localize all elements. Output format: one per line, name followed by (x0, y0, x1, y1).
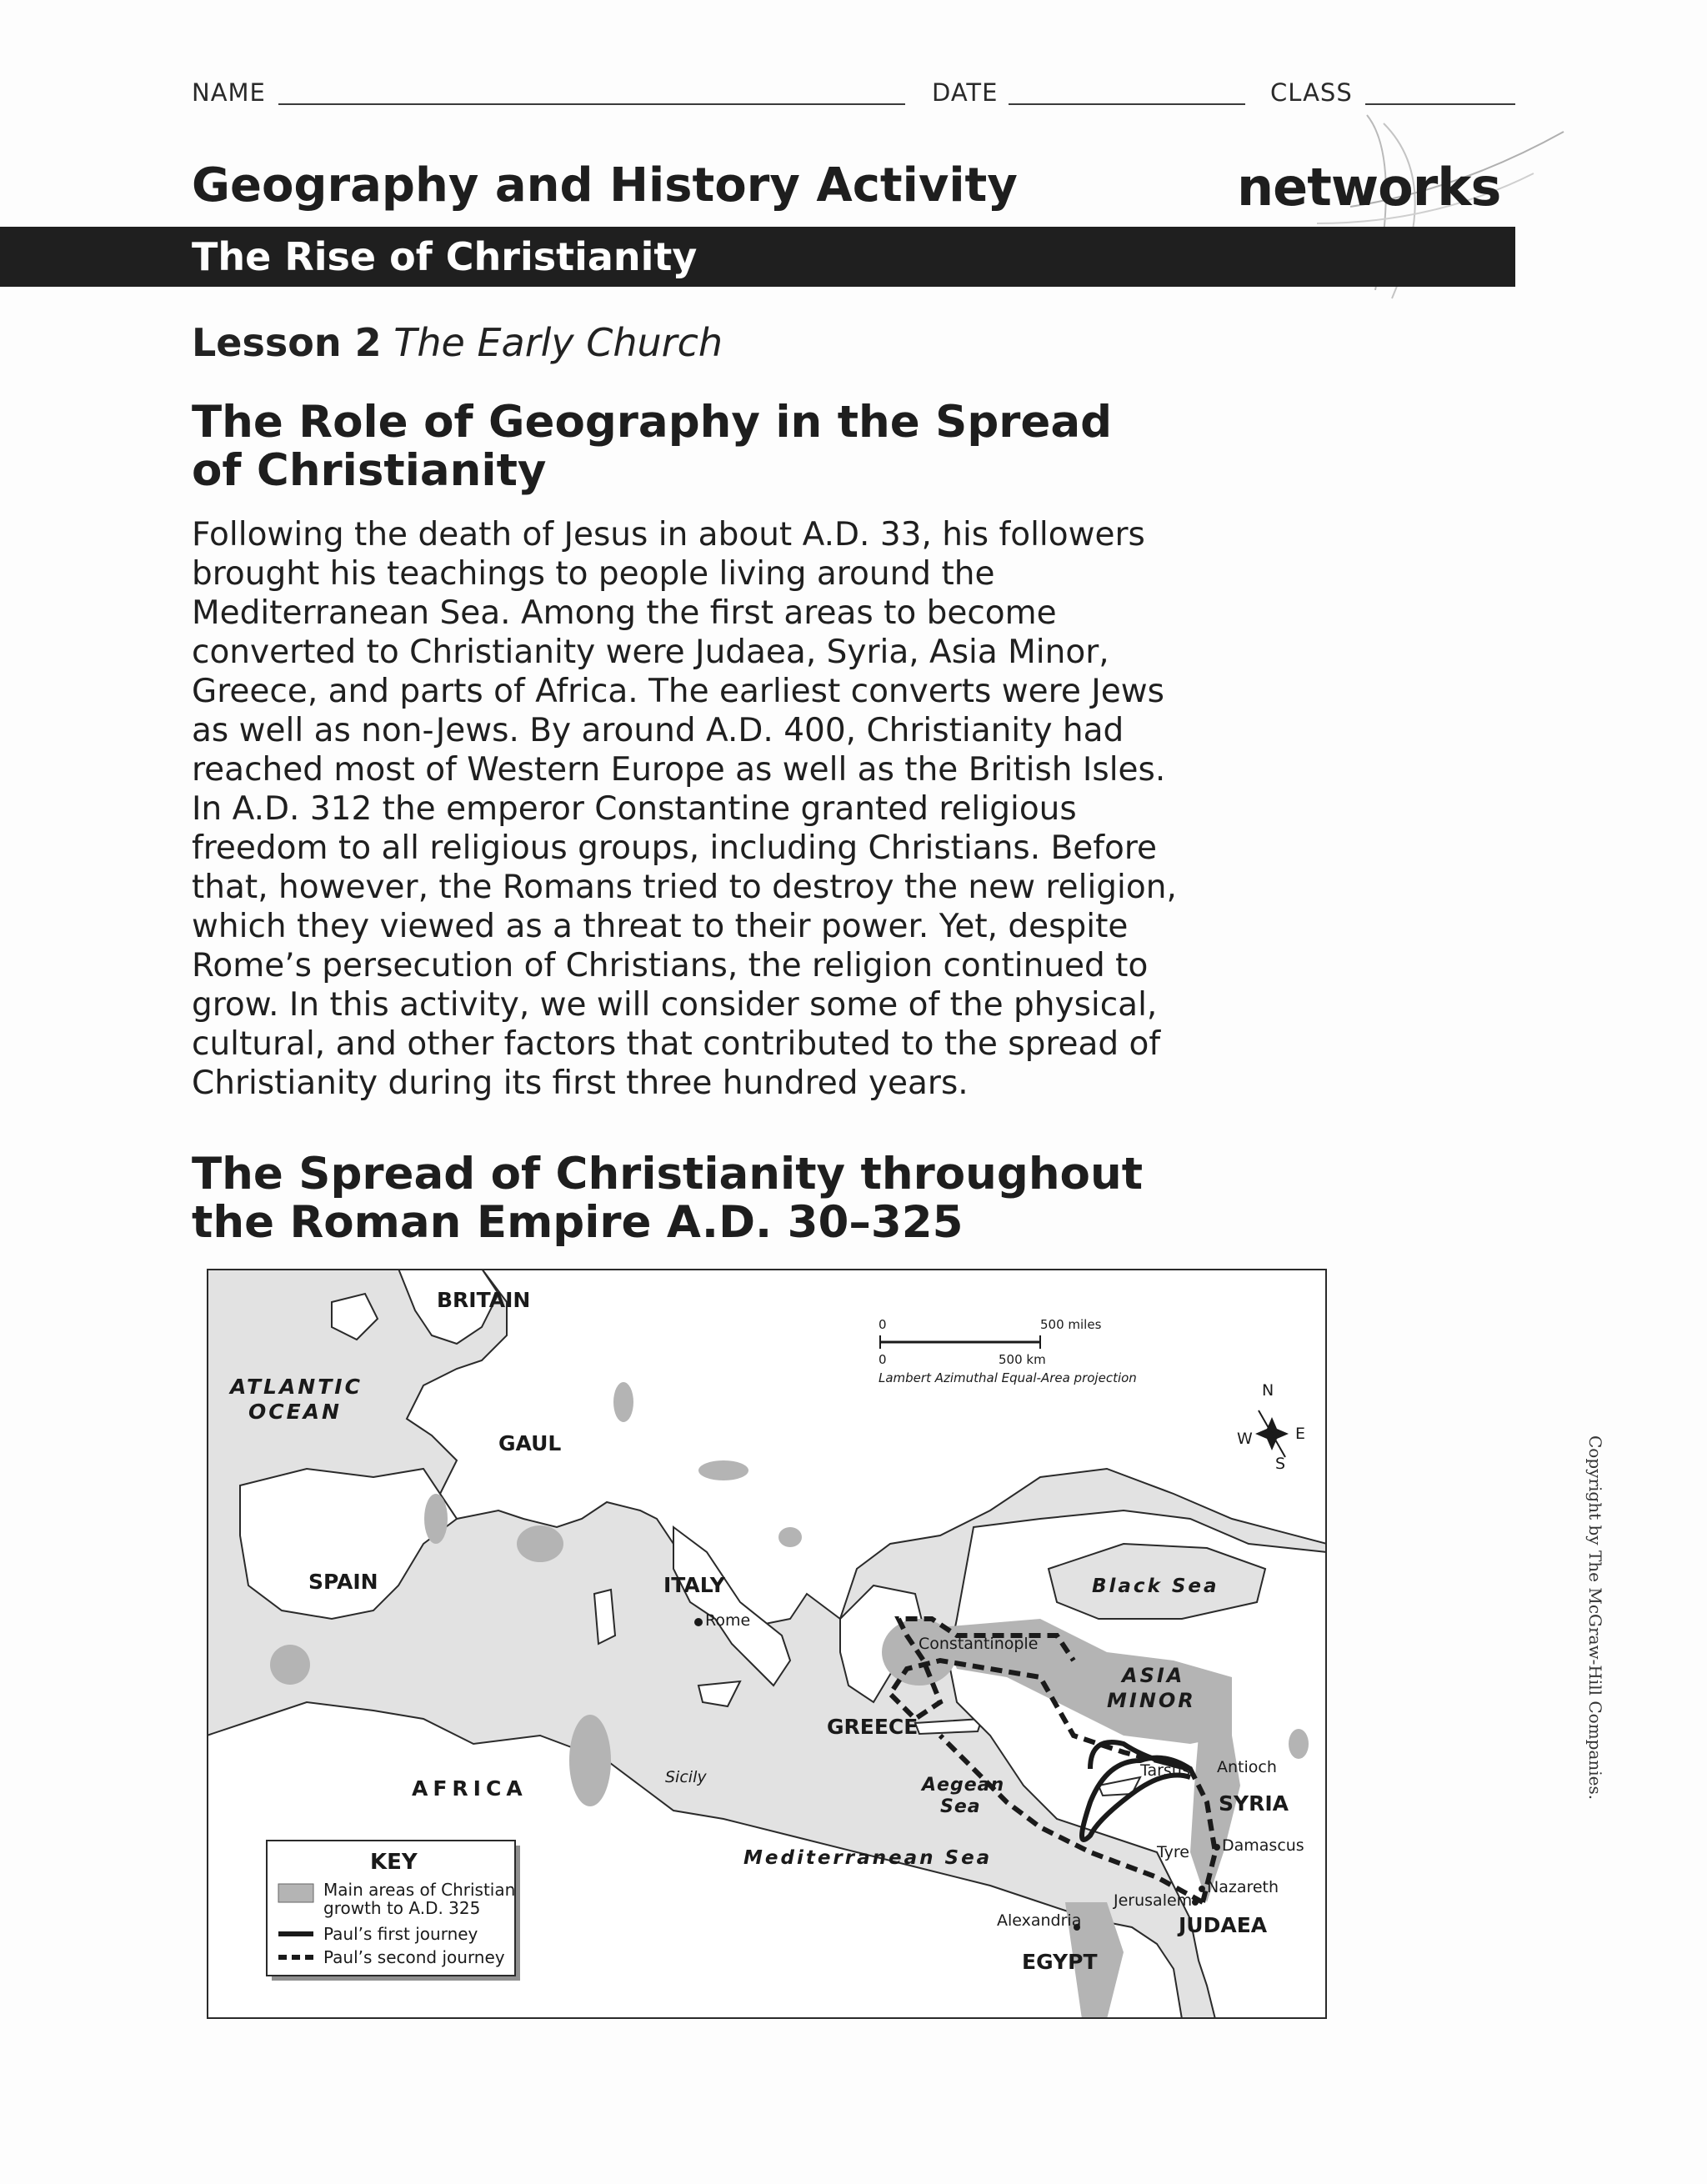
label-britain: BRITAIN (437, 1288, 531, 1312)
map-title (192, 1150, 1143, 1247)
label-jerusalem: Jerusalem (1114, 1891, 1193, 1910)
scale-miles-zero: 0 (879, 1317, 887, 1332)
key-growth-label-2: growth to A.D. 325 (323, 1898, 481, 1918)
scale-miles-label: 500 miles (1040, 1317, 1102, 1332)
paragraph-line: In A.D. 312 the emperor Constantine granted religious (192, 790, 1077, 828)
lesson-name: The Early Church (393, 320, 723, 365)
brand-logo: networks (1237, 157, 1501, 218)
paragraph-line: brought his teachings to people living around the (192, 555, 995, 593)
class-label: CLASS (1270, 78, 1353, 107)
label-damascus: Damascus (1222, 1836, 1304, 1855)
section-heading (192, 398, 1112, 495)
growth-area-gaul-north (613, 1382, 633, 1422)
paragraph-line: which they viewed as a threat to their power. Yet, despite (192, 908, 1129, 945)
nazareth-marker (1199, 1886, 1205, 1892)
label-gaul: GAUL (498, 1431, 562, 1455)
growth-area-spain-south (270, 1645, 310, 1685)
paragraph-line: Rome’s persecution of Christians, the religion continued to (192, 947, 1149, 984)
label-africa: AFRICA (412, 1776, 528, 1801)
intro-paragraph (192, 515, 1275, 1103)
name-field[interactable] (278, 103, 905, 105)
label-syria: SYRIA (1219, 1791, 1289, 1816)
activity-title: Geography and History Activity (192, 158, 1018, 213)
copyright-notice: Copyright by The McGraw-Hill Companies. (1585, 1435, 1605, 1801)
label-greece: GREECE (827, 1715, 919, 1739)
label-atlantic-2: OCEAN (248, 1400, 342, 1424)
paragraph-line: Christianity during its first three hundred years. (192, 1064, 969, 1102)
sardinia-land (594, 1590, 615, 1644)
compass-s: S (1275, 1455, 1286, 1473)
class-field[interactable] (1365, 103, 1515, 105)
date-field[interactable] (1009, 103, 1245, 105)
spread-of-christianity-map (207, 1269, 1327, 2019)
section-heading-line: of Christianity (192, 445, 547, 496)
damascus-marker (1214, 1844, 1220, 1851)
paragraph-line: Greece, and parts of Africa. The earliest converts were Jews (192, 673, 1164, 710)
name-label: NAME (192, 78, 266, 107)
label-constantinople: Constantinople (919, 1635, 1039, 1653)
paragraph-line: cultural, and other factors that contributed to the spread of (192, 1025, 1161, 1063)
label-tyre: Tyre (1157, 1843, 1189, 1861)
key-title: KEY (370, 1850, 418, 1875)
compass-n: N (1262, 1381, 1274, 1400)
growth-area-carthage (569, 1715, 611, 1806)
label-aegean-2: Sea (940, 1796, 981, 1817)
label-sicily: Sicily (665, 1768, 707, 1786)
scale-km-zero: 0 (879, 1352, 887, 1367)
paragraph-line: Following the death of Jesus in about A.D. 33, his followers (192, 516, 1145, 554)
label-antioch: Antioch (1217, 1758, 1277, 1776)
paragraph-line: converted to Christianity were Judaea, Syria, Asia Minor, (192, 634, 1109, 671)
compass-e: E (1295, 1425, 1306, 1443)
key-growth-swatch (278, 1884, 313, 1902)
growth-area-gaul-south (517, 1525, 563, 1562)
map-key (267, 1841, 520, 1981)
paragraph-line: freedom to all religious groups, including Christians. Before (192, 829, 1158, 867)
label-nazareth: Nazareth (1207, 1878, 1279, 1896)
key-growth-label-1: Main areas of Christian (323, 1880, 516, 1900)
label-asia-1: ASIA (1122, 1664, 1185, 1687)
lesson-number: Lesson 2 (192, 320, 382, 365)
section-heading-line: The Role of Geography in the Spread (192, 397, 1113, 448)
paragraph-line: as well as non-Jews. By around A.D. 400, Christianity had (192, 712, 1124, 749)
paragraph-line: reached most of Western Europe as well as the British Isles. (192, 751, 1166, 789)
rome-marker (694, 1618, 703, 1626)
growth-area-gaul-west (424, 1494, 448, 1544)
growth-area-armenia (1289, 1729, 1309, 1759)
jerusalem-marker (1192, 1899, 1199, 1906)
label-spain: SPAIN (308, 1570, 378, 1594)
key-first-journey-label: Paul’s first journey (323, 1924, 478, 1944)
label-mediterranean: Mediterranean Sea (743, 1847, 993, 1869)
label-alexandria: Alexandria (997, 1911, 1082, 1930)
scale-km-label: 500 km (999, 1352, 1046, 1367)
label-italy: ITALY (663, 1573, 725, 1597)
paragraph-line: grow. In this activity, we will consider some of the physical, (192, 986, 1158, 1024)
label-rome: Rome (705, 1611, 751, 1630)
date-label: DATE (932, 78, 999, 107)
label-egypt: EGYPT (1022, 1950, 1098, 1974)
compass-w: W (1237, 1430, 1253, 1448)
label-black-sea: Black Sea (1092, 1575, 1219, 1597)
label-tarsus: Tarsus (1140, 1761, 1190, 1780)
paragraph-line: that, however, the Romans tried to destroy the new religion, (192, 869, 1177, 906)
growth-area-illyria (778, 1527, 802, 1547)
map-title-line: the Roman Empire A.D. 30–325 (192, 1197, 964, 1248)
label-asia-2: MINOR (1107, 1689, 1196, 1712)
growth-area-danube (698, 1460, 748, 1480)
projection-label: Lambert Azimuthal Equal-Area projection (879, 1370, 1137, 1385)
label-atlantic-1: ATLANTIC (230, 1375, 363, 1399)
paragraph-line: Mediterranean Sea. Among the first areas to become (192, 594, 1057, 632)
chapter-title: The Rise of Christianity (192, 234, 698, 279)
map-title-line: The Spread of Christianity throughout (192, 1149, 1144, 1200)
key-second-journey-label: Paul’s second journey (323, 1947, 505, 1967)
label-aegean-1: Aegean (922, 1775, 1005, 1796)
lesson-heading (192, 320, 723, 365)
label-judaea: JUDAEA (1179, 1913, 1268, 1937)
